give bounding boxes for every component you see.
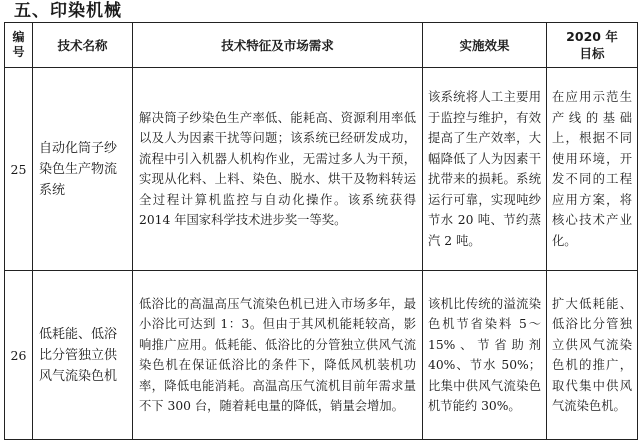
- section-title: 五、印染机械: [14, 1, 122, 21]
- row-number: 25: [5, 68, 33, 271]
- implementation-effect: 该系统将人工主要用于监控与维护，有效提高了生产效率，大幅降低了人为因素干扰带来的损耗。系统运行可靠，实现吨纱节水 20 吨、节约蒸汽 2 吨。: [423, 68, 547, 271]
- goal-2020: 扩大低耗能、低浴比分管独立供风气流染色机的推广，取代集中供风气流染色机。: [547, 271, 638, 440]
- row-number: 26: [5, 271, 33, 440]
- table-row: [5, 68, 638, 271]
- header-effect: 实施效果: [423, 23, 547, 68]
- technology-table: [4, 22, 638, 440]
- implementation-effect: 该机比传统的溢流染色机节省染料 5～15%、节省助剂 40%、节水 50%；比集中供风气流染色机节能约 30%。: [423, 271, 547, 440]
- goal-2020: 在应用示范生产线的基础上，根据不同使用环境，开发不同的工程应用方案，将核心技术产业化。: [547, 68, 638, 271]
- header-features: 技术特征及市场需求: [133, 23, 423, 68]
- technology-features: 低浴比的高温高压气流染色机已进入市场多年，最小浴比可达到 1：3。但由于其风机能耗较高，影响推广应用。低耗能、低浴比的分管独立供风气流染色机在保证低浴比的条件下，降低风机装机功率，降低电能消耗。高温高压气流机目前年需求量不下 300 台，随着耗电量的降低，销量会增加。: [133, 271, 423, 440]
- table-header-row: [5, 23, 638, 68]
- table-row: [5, 271, 638, 440]
- technology-name: 低耗能、低浴比分管独立供风气流染色机: [33, 271, 133, 440]
- header-goal-year: 2020 年: [566, 29, 618, 44]
- header-goal-label: 目标: [579, 46, 605, 61]
- header-num: 编号: [5, 23, 33, 68]
- technology-features: 解决筒子纱染色生产率低、能耗高、资源利用率低以及人为因素干扰等问题；该系统已经研发成功，流程中引入机器人机构作业，无需过多人为干预，实现从化料、上料、染色、脱水、烘干及物料转运全过程计算机监控与自动化操作。该系统获得 2014 年国家科学技术进步奖一等奖。: [133, 68, 423, 271]
- technology-name: 自动化筒子纱染色生产物流系统: [33, 68, 133, 271]
- header-goal: [547, 23, 638, 68]
- header-name: 技术名称: [33, 23, 133, 68]
